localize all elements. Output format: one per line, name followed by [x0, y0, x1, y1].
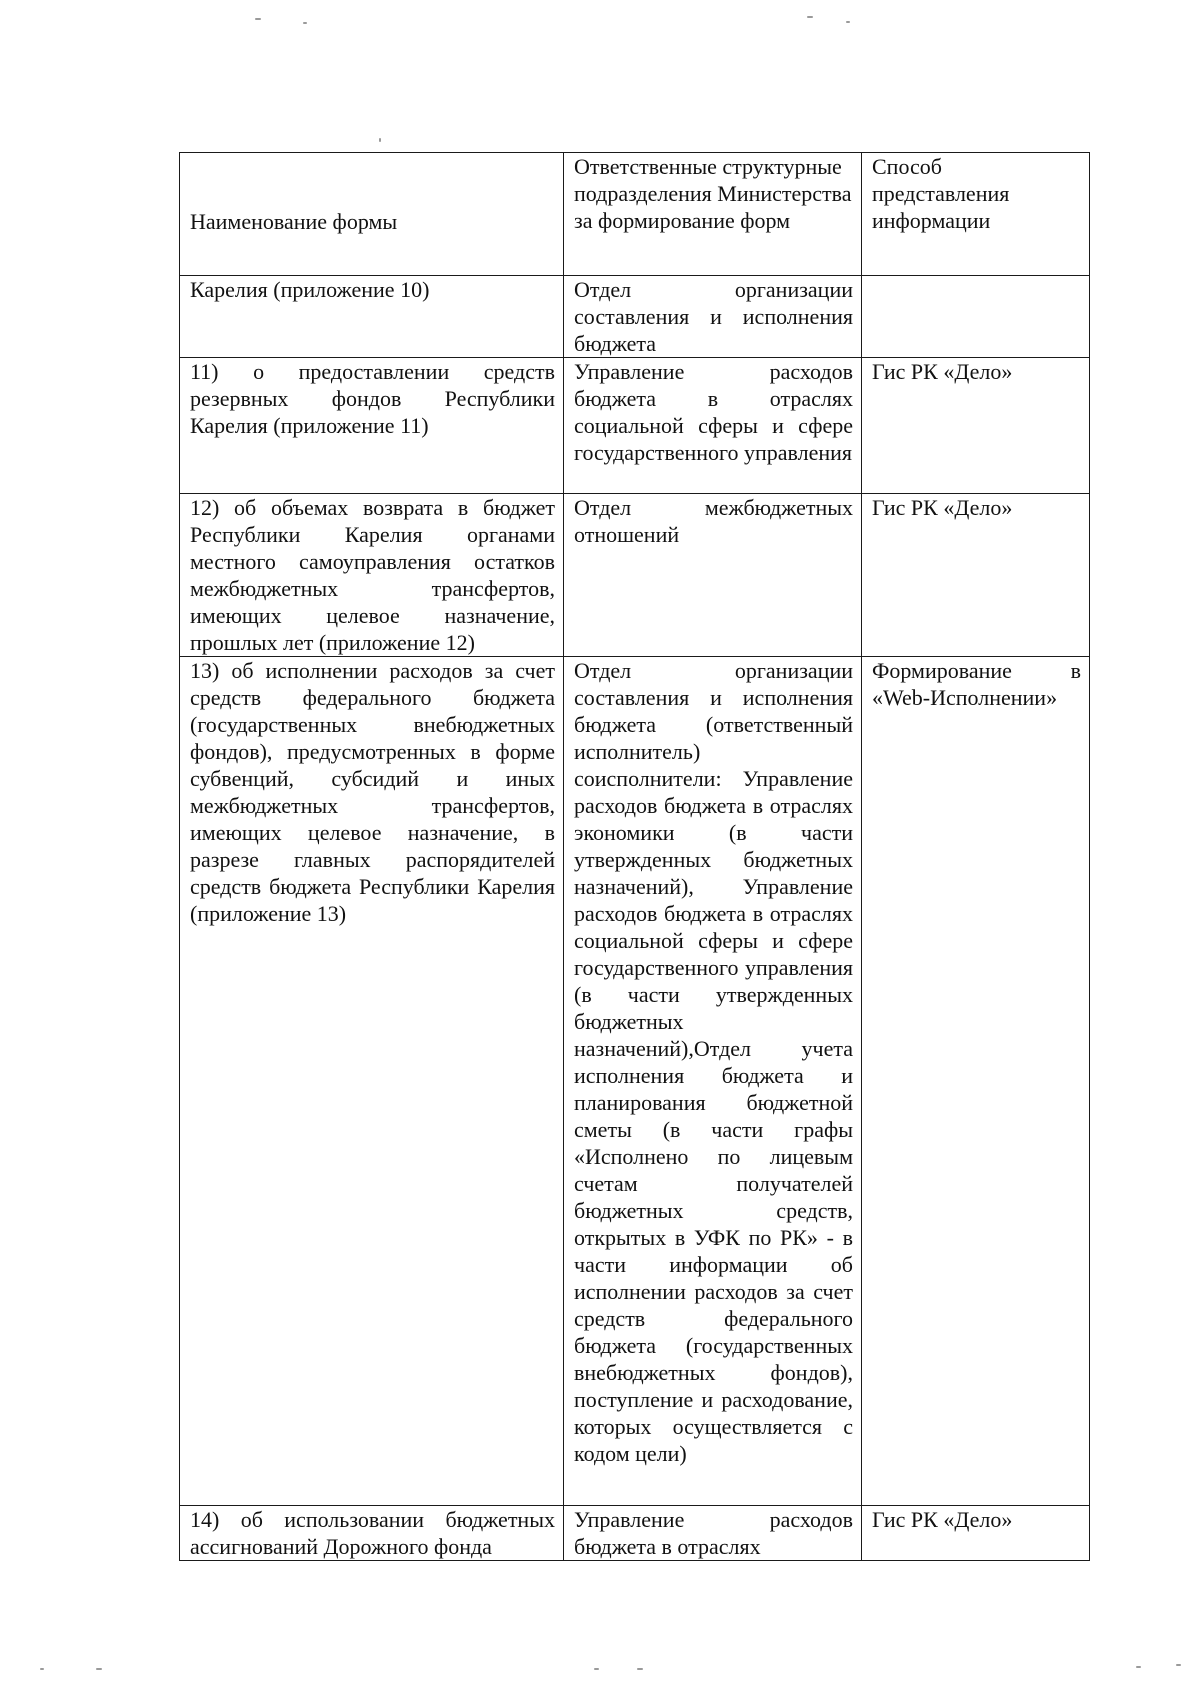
- table-row: [180, 1506, 1090, 1561]
- responsible-cell: Отдел межбюджетных отношений: [564, 494, 862, 657]
- form-name-cell: Карелия (приложение 10): [180, 276, 564, 358]
- scan-speck: [40, 1668, 44, 1670]
- scan-speck: [1136, 1666, 1141, 1668]
- method-cell: Гис РК «Дело»: [862, 358, 1090, 494]
- forms-table: [179, 152, 1090, 1561]
- scan-speck: [594, 1668, 599, 1670]
- header-responsible: Ответственные структурные подразделения Министерства за формирование форм: [564, 153, 862, 276]
- table-row: [180, 358, 1090, 494]
- responsible-cell: Отдел организации составления и исполнения бюджета (ответственный исполнитель) соисполнители: Управление расходов бюджета в отраслях экономики (в части утвержденных бюджетных назначений), Управление расходов бюджета в отраслях социальной сферы и сфере государственного управления (в части утвержденных бюджетных назначений),Отдел учета исполнения бюджета и планирования бюджетной сметы (в части графы «Исполнено по лицевым счетам получателей бюджетных средств, открытых в УФК по РК» - в части информации об исполнении расходов за счет средств федерального бюджета (государственных внебюджетных фондов), поступление и расходование, которых осуществляется с кодом цели): [564, 657, 862, 1506]
- scan-speck: [637, 1668, 643, 1670]
- scan-speck: [303, 22, 307, 24]
- method-cell: Гис РК «Дело»: [862, 494, 1090, 657]
- scan-speck: [379, 138, 381, 142]
- responsible-cell: Отдел организации составления и исполнения бюджета: [564, 276, 862, 358]
- header-method: Способ представления информации: [862, 153, 1090, 276]
- scan-speck: [255, 18, 261, 20]
- table-row: [180, 276, 1090, 358]
- header-form-name: Наименование формы: [180, 153, 564, 276]
- responsible-cell: Управление расходов бюджета в отраслях: [564, 1506, 862, 1561]
- table-header-row: [180, 153, 1090, 276]
- method-cell: Формирование в «Web-Исполнении»: [862, 657, 1090, 1506]
- form-name-cell: 11) о предоставлении средств резервных фондов Республики Карелия (приложение 11): [180, 358, 564, 494]
- form-name-cell: 13) об исполнении расходов за счет средств федерального бюджета (государственных внебюджетных фондов), предусмотренных в форме субвенций, субсидий и иных межбюджетных трансфертов, имеющих целевое назначение, в разрезе главных распорядителей средств бюджета Республики Карелия (приложение 13): [180, 657, 564, 1506]
- responsible-cell: Управление расходов бюджета в отраслях социальной сферы и сфере государственного управления: [564, 358, 862, 494]
- scan-speck: [846, 21, 850, 23]
- scan-speck: [807, 16, 813, 18]
- scan-speck: [1176, 1664, 1181, 1666]
- scan-speck: [96, 1668, 102, 1670]
- method-cell: [862, 276, 1090, 358]
- table-row: [180, 494, 1090, 657]
- method-cell: Гис РК «Дело»: [862, 1506, 1090, 1561]
- table-row: [180, 657, 1090, 1506]
- form-name-cell: 12) об объемах возврата в бюджет Республики Карелия органами местного самоуправления остатков межбюджетных трансфертов, имеющих целевое назначение, прошлых лет (приложение 12): [180, 494, 564, 657]
- form-name-cell: 14) об использовании бюджетных ассигнований Дорожного фонда: [180, 1506, 564, 1561]
